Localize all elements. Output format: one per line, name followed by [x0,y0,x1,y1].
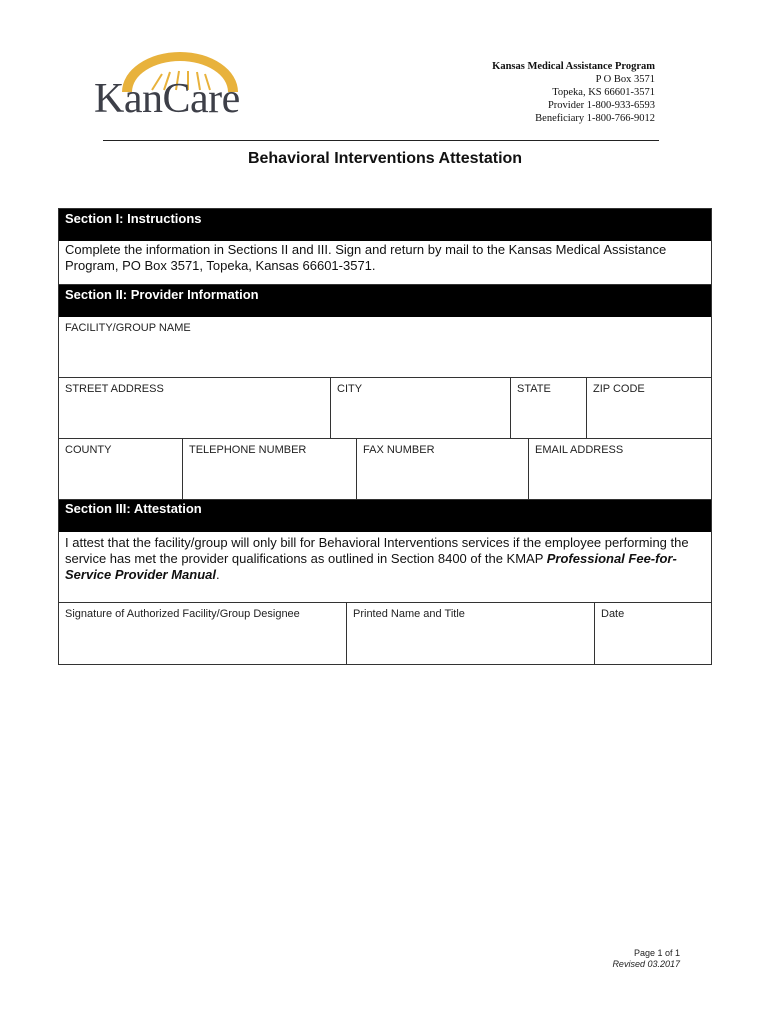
kancare-logo [92,52,252,126]
county-label: COUNTY [65,444,112,456]
email-field[interactable] [529,439,711,499]
state-label: STATE [517,383,551,395]
attestation-period: . [216,567,220,582]
state-field[interactable] [511,378,587,438]
section3-heading: Section III: Attestation [59,500,711,532]
printed-name-label: Printed Name and Title [353,608,465,620]
logo-wordmark: KanCare [94,76,240,122]
date-label: Date [601,608,625,620]
printed-name-field[interactable] [347,603,595,664]
zip-code-label: ZIP CODE [593,383,645,395]
fax-label: FAX NUMBER [363,444,435,456]
contact-block [492,60,655,125]
org-name: Kansas Medical Assistance Program [492,61,655,72]
attestation-text: I attest that the facility/group will only bill for Behavioral Interventions services if the employee performing the service has met the provider qualifications as outlined in Section 8400 of the KMAP [65,535,689,566]
beneficiary-phone: Beneficiary 1-800-766-9012 [535,113,655,124]
city-field[interactable] [331,378,511,438]
header-divider [103,140,659,141]
street-address-field[interactable] [59,378,331,438]
page-footer [612,948,680,970]
city-label: CITY [337,383,363,395]
revision-date: Revised 03.2017 [612,959,680,969]
page-title: Behavioral Interventions Attestation [247,150,523,167]
street-address-label: STREET ADDRESS [65,383,164,395]
date-field[interactable] [595,603,711,664]
city-state-zip: Topeka, KS 66601-3571 [552,87,655,98]
email-label: EMAIL ADDRESS [535,444,624,456]
telephone-field[interactable] [183,439,357,499]
attestation-form [58,208,712,665]
provider-phone: Provider 1-800-933-6593 [547,100,655,111]
telephone-label: TELEPHONE NUMBER [189,444,307,456]
po-box: P O Box 3571 [595,74,655,85]
section1-heading: Section I: Instructions [59,209,711,241]
signature-label: Signature of Authorized Facility/Group Designee [65,608,300,620]
signature-field[interactable] [59,603,347,664]
section2-heading: Section II: Provider Information [59,285,711,317]
page-number: Page 1 of 1 [633,948,680,958]
facility-name-field[interactable] [59,317,711,377]
section3-attestation-text [59,532,711,603]
county-field[interactable] [59,439,183,499]
section1-instructions: Complete the information in Sections II and III. Sign and return by mail to the Kansas Medical Assistance Program, PO Box 3571, Topeka, Kansas 66601-3571. [59,241,711,285]
facility-name-label: FACILITY/GROUP NAME [65,322,191,334]
fax-field[interactable] [357,439,529,499]
manual-title: Professional Fee-for-Service Provider Manual [65,551,677,582]
zip-code-field[interactable] [587,378,711,438]
